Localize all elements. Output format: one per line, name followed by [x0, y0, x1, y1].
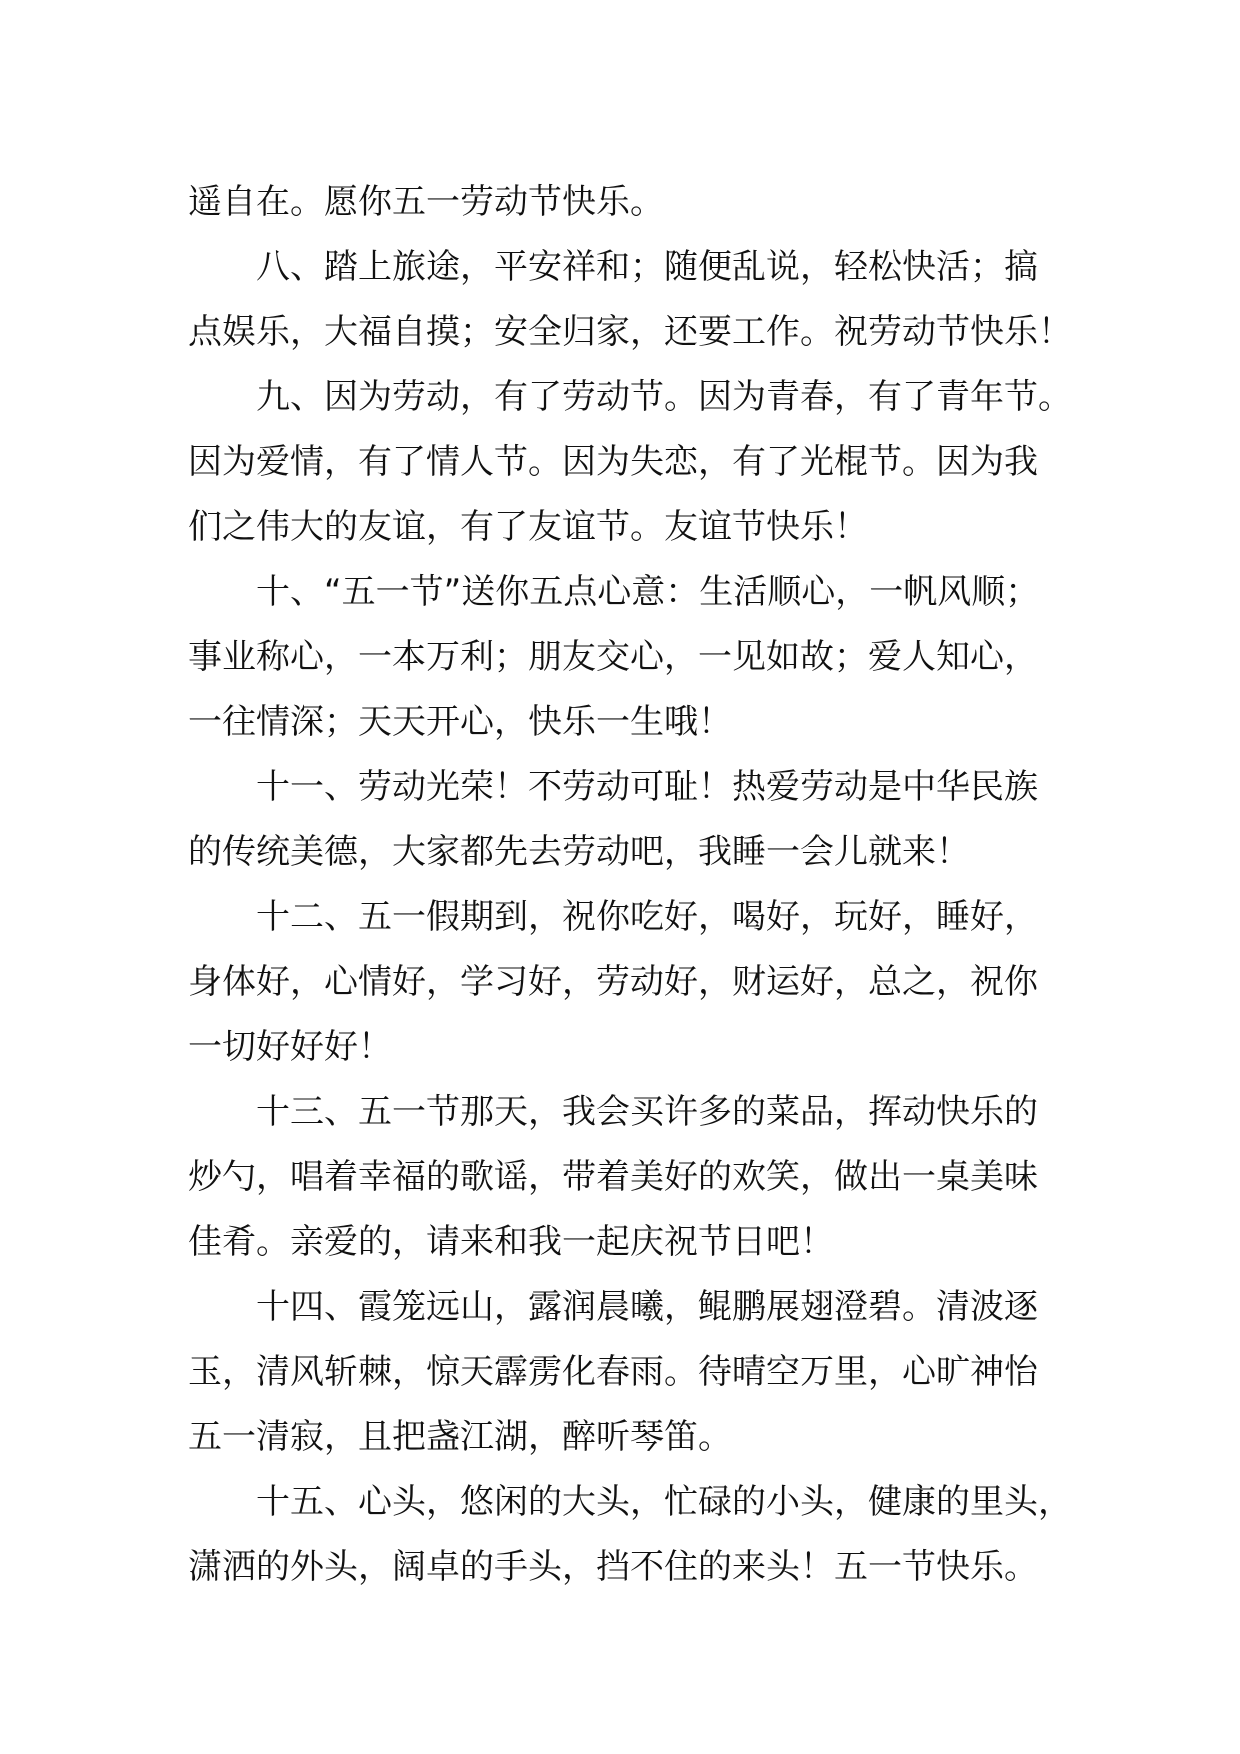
paragraph-13 [188, 1080, 1088, 1275]
paragraph-8 [188, 235, 1088, 365]
text-line: 因为爱情，有了情人节。因为失恋，有了光棍节。因为我 [188, 442, 1038, 482]
text-line: 十三、五一节那天，我会买许多的菜品，挥动快乐的 [256, 1092, 1038, 1132]
text-line: 十一、劳动光荣！不劳动可耻！热爱劳动是中华民族 [256, 767, 1038, 807]
text-line: 的传统美德，大家都先去劳动吧，我睡一会儿就来！ [188, 832, 970, 872]
text-line: 一往情深；天天开心，快乐一生哦！ [188, 702, 732, 742]
paragraph-9 [188, 365, 1088, 560]
text-line: 们之伟大的友谊，有了友谊节。友谊节快乐！ [188, 507, 868, 547]
text-line: 玉，清风斩棘，惊天霹雳化春雨。待晴空万里，心旷神怡 [188, 1352, 1038, 1392]
paragraph-10 [188, 560, 1088, 755]
text-line: 炒勺，唱着幸福的歌谣，带着美好的欢笑，做出一桌美味 [188, 1157, 1038, 1197]
text-line: 十、“五一节”送你五点心意：生活顺心，一帆风顺； [256, 572, 1040, 612]
text-line: 五一清寂，且把盏江湖，醉听琴笛。 [188, 1417, 732, 1457]
text-line: 事业称心，一本万利；朋友交心，一见如故；爱人知心， [188, 637, 1038, 677]
paragraph-continuation [188, 170, 1088, 235]
paragraph-14 [188, 1275, 1088, 1470]
paragraph-12 [188, 885, 1088, 1080]
text-line: 九、因为劳动，有了劳动节。因为青春，有了青年节。 [256, 377, 1072, 417]
text-line: 遥自在。愿你五一劳动节快乐。 [188, 182, 664, 222]
text-line: 佳肴。亲爱的，请来和我一起庆祝节日吧！ [188, 1222, 834, 1262]
text-line: 八、踏上旅途，平安祥和；随便乱说，轻松快活；搞 [256, 247, 1038, 287]
paragraph-11 [188, 755, 1088, 885]
text-line: 一切好好好！ [188, 1027, 392, 1067]
text-line: 十四、霞笼远山，露润晨曦，鲲鹏展翅澄碧。清波逐 [256, 1287, 1038, 1327]
text-line: 潇洒的外头，阔卓的手头，挡不住的来头！五一节快乐。 [188, 1547, 1038, 1587]
text-line: 十五、心头，悠闲的大头，忙碌的小头，健康的里头， [256, 1482, 1072, 1522]
text-line: 点娱乐，大福自摸；安全归家，还要工作。祝劳动节快乐！ [188, 312, 1072, 352]
text-line: 身体好，心情好，学习好，劳动好，财运好，总之，祝你 [188, 962, 1038, 1002]
document-body [188, 170, 1088, 1600]
text-line: 十二、五一假期到，祝你吃好，喝好，玩好，睡好， [256, 897, 1038, 937]
paragraph-15 [188, 1470, 1088, 1600]
